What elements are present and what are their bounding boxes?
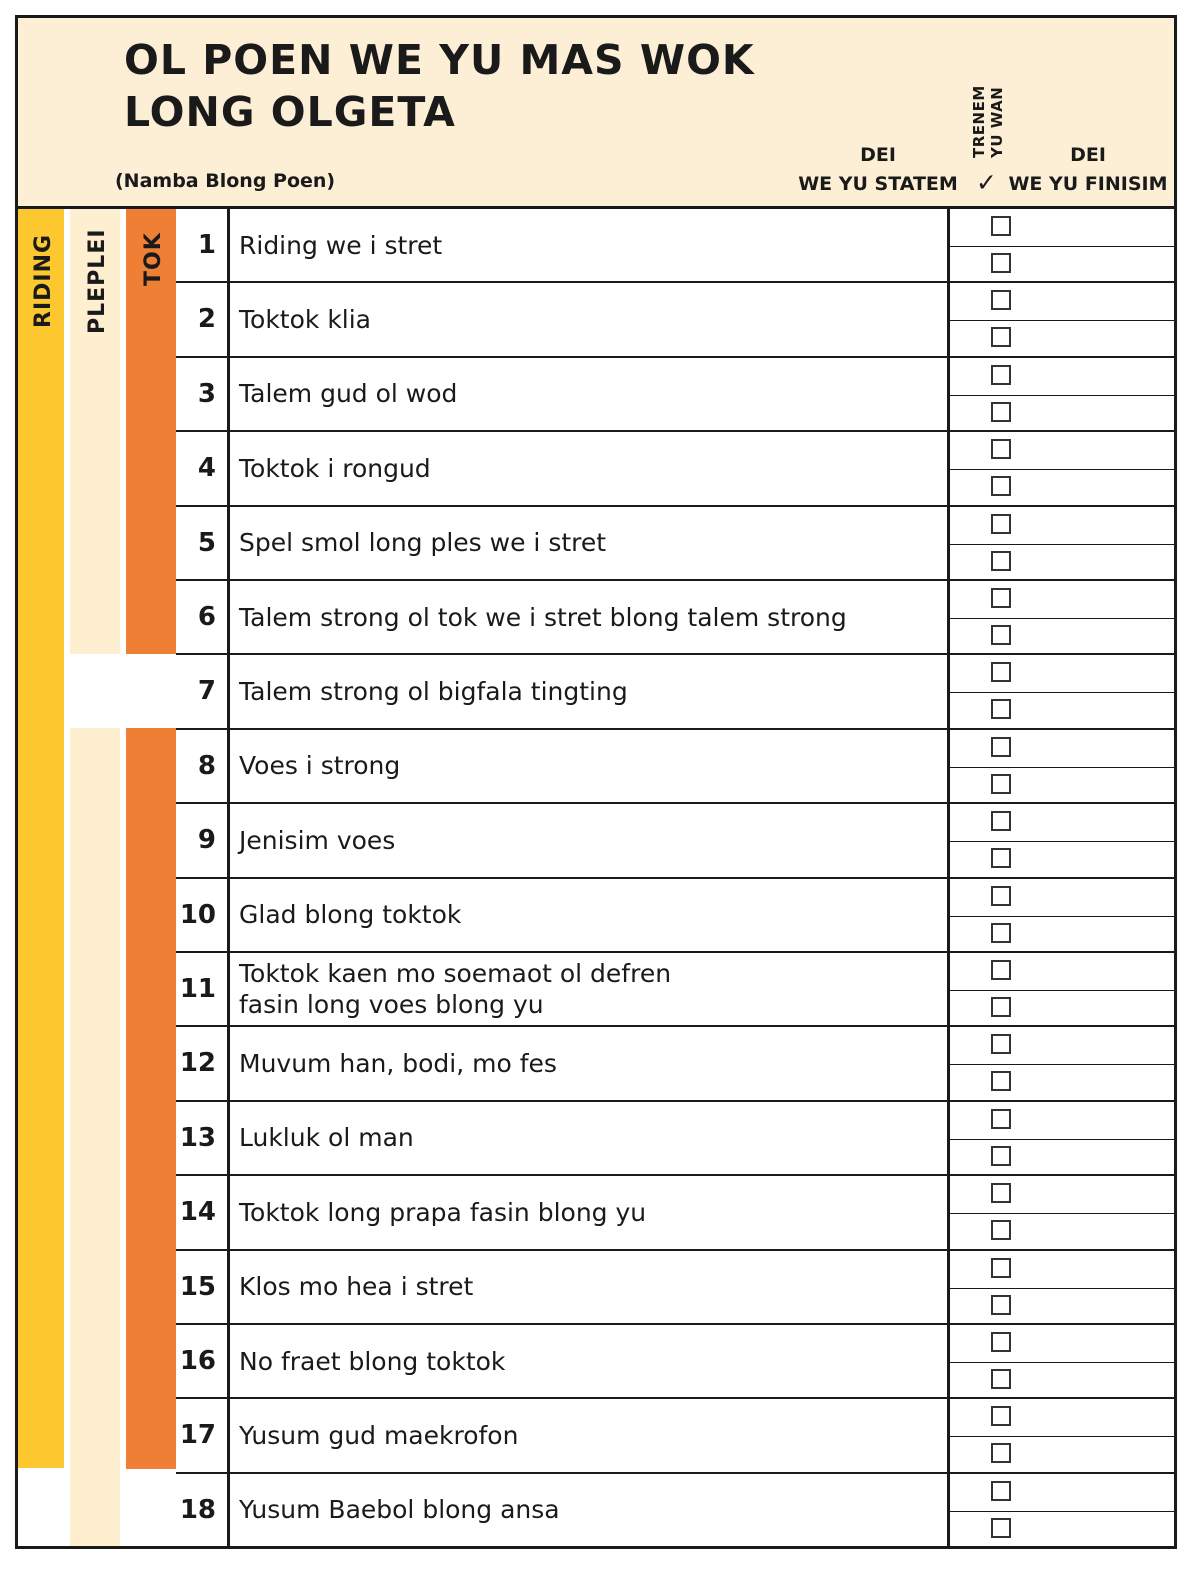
- checklist-sheet: [15, 15, 1177, 1549]
- date-row-divider: [950, 618, 1177, 619]
- checkbox-finish[interactable]: [991, 1369, 1011, 1389]
- checkbox-finish[interactable]: [991, 327, 1011, 347]
- date-row-divider: [950, 990, 1177, 991]
- checkbox-finish[interactable]: [991, 1220, 1011, 1240]
- subtitle: (Namba Blong Poen): [115, 170, 336, 192]
- checkbox-start[interactable]: [991, 1332, 1011, 1352]
- check-mark-icon: ✓: [976, 168, 997, 197]
- date-row-divider: [950, 692, 1177, 693]
- checklist-row: [176, 358, 1177, 432]
- category-bar-plepei-continued: [70, 728, 120, 1549]
- item-text: Spel smol long ples we i stret: [239, 528, 607, 558]
- item-text: Talem gud ol wod: [239, 379, 458, 409]
- item-text: Toktok i rongud: [239, 453, 431, 483]
- checkbox-finish[interactable]: [991, 551, 1011, 571]
- checkbox-finish[interactable]: [991, 774, 1011, 794]
- date-row-divider: [950, 916, 1177, 917]
- item-number: 14: [179, 1197, 216, 1228]
- item-text: Toktok klia: [239, 304, 372, 334]
- item-number: 4: [197, 453, 216, 484]
- category-label-tok: TOK: [141, 232, 166, 286]
- category-bar-tok-continued: [126, 728, 176, 1469]
- item-text: Voes i strong: [239, 751, 401, 781]
- item-number: 1: [197, 230, 216, 260]
- checkbox-start[interactable]: [991, 1183, 1011, 1203]
- checkbox-finish[interactable]: [991, 1071, 1011, 1091]
- date-row-divider: [950, 767, 1177, 768]
- checkbox-finish[interactable]: [991, 1443, 1011, 1463]
- checkbox-finish[interactable]: [991, 625, 1011, 645]
- item-number: 5: [197, 527, 216, 558]
- item-text: Muvum han, bodi, mo fes: [239, 1048, 557, 1078]
- checkbox-start[interactable]: [991, 886, 1011, 906]
- item-text: Talem strong ol bigfala tingting: [239, 676, 628, 706]
- checklist-row: [176, 432, 1177, 506]
- page-title-line-2: LONG OLGETA: [124, 88, 456, 136]
- checkbox-start[interactable]: [991, 960, 1011, 980]
- checklist-row: [176, 1251, 1177, 1325]
- checkbox-finish[interactable]: [991, 1518, 1011, 1538]
- checkbox-finish[interactable]: [991, 402, 1011, 422]
- checkbox-finish[interactable]: [991, 476, 1011, 496]
- item-number: 16: [179, 1346, 216, 1376]
- item-number: 6: [197, 602, 216, 632]
- checkbox-finish[interactable]: [991, 848, 1011, 868]
- checkbox-start[interactable]: [991, 216, 1011, 236]
- category-bar-riding: [18, 209, 64, 1468]
- checklist-row: [176, 804, 1177, 878]
- checklist-row: [176, 953, 1177, 1027]
- checkbox-start[interactable]: [991, 588, 1011, 608]
- item-number: 15: [179, 1271, 216, 1302]
- date-column-divider: [947, 209, 950, 1549]
- checkbox-start[interactable]: [991, 662, 1011, 682]
- category-label-plepei: PLEPLEI: [85, 228, 110, 334]
- item-text: Lukluk ol man: [239, 1123, 414, 1153]
- checkbox-finish[interactable]: [991, 699, 1011, 719]
- item-number: 3: [197, 378, 216, 409]
- checklist-row: [176, 283, 1177, 357]
- checklist-row: [176, 1325, 1177, 1399]
- date-row-divider: [950, 544, 1177, 545]
- column-header-finish-date: [1008, 141, 1168, 199]
- checkbox-start[interactable]: [991, 290, 1011, 310]
- checklist-row: [176, 655, 1177, 729]
- date-row-divider: [950, 1436, 1177, 1437]
- number-column-divider: [227, 209, 230, 1549]
- checkbox-start[interactable]: [991, 1481, 1011, 1501]
- checkbox-start[interactable]: [991, 1109, 1011, 1129]
- item-number: 10: [179, 899, 216, 930]
- date-row-divider: [950, 1288, 1177, 1289]
- item-number: 9: [197, 825, 216, 856]
- item-text: Yusum gud maekrofon: [239, 1420, 519, 1450]
- date-row-divider: [950, 1139, 1177, 1140]
- checkbox-finish[interactable]: [991, 253, 1011, 273]
- checkbox-start[interactable]: [991, 365, 1011, 385]
- item-text: Riding we i stret: [239, 230, 443, 260]
- checkbox-start[interactable]: [991, 1258, 1011, 1278]
- date-row-divider: [950, 1511, 1177, 1512]
- item-text: Talem strong ol tok we i stret blong talem strong: [239, 602, 847, 632]
- date-row-divider: [950, 1362, 1177, 1363]
- checkbox-finish[interactable]: [991, 1146, 1011, 1166]
- item-text: Jenisim voes: [239, 825, 396, 855]
- date-row-divider: [950, 320, 1177, 321]
- item-text: No fraet blong toktok: [239, 1346, 506, 1376]
- item-number: 18: [179, 1494, 216, 1525]
- checklist-row: [176, 879, 1177, 953]
- checklist-row: [176, 1474, 1177, 1548]
- item-number: 12: [179, 1048, 216, 1079]
- checkbox-start[interactable]: [991, 439, 1011, 459]
- date-row-divider: [950, 395, 1177, 396]
- item-number: 8: [197, 750, 216, 781]
- checklist-row: [176, 507, 1177, 581]
- item-text: Toktok kaen mo soemaot ol defren fasin long voes blong yu: [239, 959, 672, 1019]
- item-number: 11: [179, 974, 216, 1004]
- checklist-row: [176, 1399, 1177, 1473]
- item-text: Yusum Baebol blong ansa: [239, 1495, 560, 1525]
- date-row-divider: [950, 246, 1177, 247]
- checkbox-finish[interactable]: [991, 923, 1011, 943]
- checklist-row: [176, 581, 1177, 655]
- checkbox-start[interactable]: [991, 1406, 1011, 1426]
- item-text: Glad blong toktok: [239, 900, 462, 930]
- checkbox-start[interactable]: [991, 1034, 1011, 1054]
- checkbox-finish[interactable]: [991, 997, 1011, 1017]
- checkbox-start[interactable]: [991, 811, 1011, 831]
- checklist-row: [176, 209, 1177, 283]
- item-text: Toktok long prapa fasin blong yu: [239, 1197, 647, 1227]
- checkbox-start[interactable]: [991, 514, 1011, 534]
- column-header-finish-line-2: WE YU FINISIM: [1008, 173, 1168, 195]
- item-text: Klos mo hea i stret: [239, 1272, 474, 1302]
- item-number: 13: [179, 1122, 216, 1153]
- checklist-row: [176, 1176, 1177, 1250]
- date-row-divider: [950, 469, 1177, 470]
- checkbox-start[interactable]: [991, 737, 1011, 757]
- checklist-row: [176, 1027, 1177, 1101]
- page-title-line-1: OL POEN WE YU MAS WOK: [124, 36, 755, 84]
- checklist-row: [176, 730, 1177, 804]
- checkbox-finish[interactable]: [991, 1295, 1011, 1315]
- header: [18, 18, 1174, 209]
- checklist-row: [176, 1102, 1177, 1176]
- column-header-training-line-1: TRENEM: [970, 85, 988, 158]
- date-row-divider: [950, 1213, 1177, 1214]
- category-label-riding: RIDING: [31, 233, 56, 328]
- date-row-divider: [950, 1064, 1177, 1065]
- checklist-grid: [176, 209, 1177, 1549]
- column-header-finish-line-1: DEI: [1070, 144, 1106, 166]
- column-header-start-line-1: DEI: [860, 144, 896, 166]
- column-header-start-date: [788, 141, 968, 199]
- column-header-training-line-2: YU WAN: [988, 86, 1006, 158]
- item-number: 2: [197, 304, 216, 335]
- item-number: 7: [197, 676, 216, 707]
- column-header-start-line-2: WE YU STATEM: [798, 173, 958, 195]
- date-row-divider: [950, 841, 1177, 842]
- item-number: 17: [179, 1420, 216, 1451]
